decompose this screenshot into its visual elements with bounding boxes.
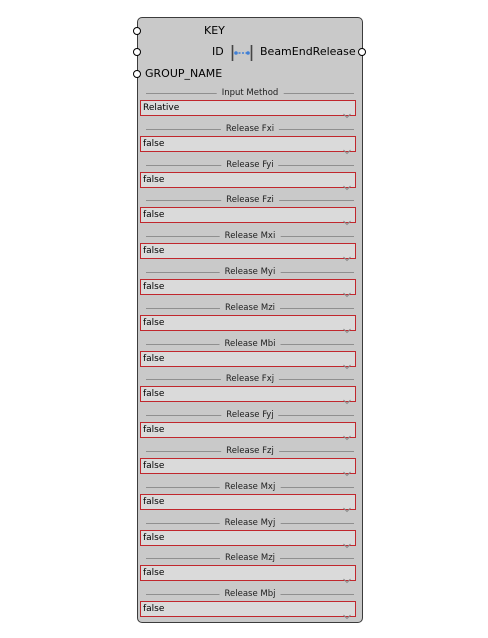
param-label: Release Mxi [220, 230, 281, 242]
param-label: Release Mzi [220, 302, 280, 314]
param-group [140, 409, 360, 441]
param-dropdown[interactable] [140, 279, 356, 295]
param-value: false [143, 210, 165, 221]
chevron-down-icon[interactable] [343, 605, 351, 611]
param-group [140, 194, 360, 226]
param-dropdown[interactable] [140, 565, 356, 581]
chevron-down-icon[interactable] [343, 211, 351, 217]
param-value: false [143, 317, 165, 328]
chevron-down-icon[interactable] [343, 319, 351, 325]
param-value: false [143, 138, 165, 149]
input-pin-group-name[interactable] [133, 70, 141, 78]
param-title [140, 588, 360, 600]
param-group [140, 159, 360, 191]
param-dropdown[interactable] [140, 494, 356, 510]
param-group [140, 302, 360, 334]
param-label: Release Fxj [221, 373, 279, 385]
input-label-key: KEY [204, 24, 225, 37]
param-value: Relative [143, 103, 180, 113]
param-value: false [143, 461, 165, 471]
param-value: false [143, 174, 165, 185]
param-label: Release Myi [220, 266, 281, 278]
param-title [140, 373, 360, 385]
beam-end-release-icon [231, 43, 253, 63]
param-group [140, 87, 360, 119]
param-title [140, 552, 360, 564]
param-value: false [143, 532, 165, 543]
param-title [140, 481, 360, 493]
component-header[interactable] [138, 18, 362, 86]
param-group [140, 230, 360, 262]
param-title [140, 194, 360, 206]
param-title [140, 302, 360, 314]
param-value: false [143, 604, 165, 615]
param-label: Input Method [217, 87, 284, 99]
component-node[interactable] [137, 17, 363, 623]
chevron-down-icon[interactable] [343, 355, 351, 361]
param-label: Release Mzj [220, 552, 280, 564]
input-label-group-name: GROUP_NAME [145, 67, 223, 80]
param-title [140, 230, 360, 242]
param-label: Release Fzi [221, 194, 279, 206]
chevron-down-icon[interactable] [343, 534, 351, 540]
param-title [140, 517, 360, 529]
param-label: Release Fyj [221, 409, 278, 421]
param-group [140, 517, 360, 549]
chevron-down-icon[interactable] [343, 462, 351, 468]
param-label: Release Fzj [221, 445, 279, 457]
param-value: false [143, 282, 165, 292]
param-value: false [143, 246, 165, 257]
param-group [140, 552, 360, 584]
param-dropdown[interactable] [140, 100, 356, 116]
param-value: false [143, 496, 165, 507]
param-value: false [143, 353, 165, 364]
param-value: false [143, 389, 165, 400]
param-value: false [143, 425, 165, 436]
param-dropdown[interactable] [140, 351, 356, 367]
param-group [140, 123, 360, 155]
param-dropdown[interactable] [140, 315, 356, 331]
chevron-down-icon[interactable] [343, 569, 351, 575]
param-label: Release Mbj [219, 588, 280, 600]
input-label-id: ID [212, 45, 224, 58]
param-dropdown[interactable] [140, 136, 356, 152]
param-dropdown[interactable] [140, 422, 356, 438]
param-group [140, 338, 360, 370]
param-group [140, 445, 360, 477]
chevron-down-icon[interactable] [343, 390, 351, 396]
param-group [140, 481, 360, 513]
param-label: Release Mbi [219, 338, 280, 350]
param-group [140, 588, 360, 620]
param-group [140, 373, 360, 405]
component-name: BeamEndRelease [260, 45, 356, 58]
param-title [140, 87, 360, 99]
chevron-down-icon[interactable] [343, 104, 351, 110]
param-label: Release Fxi [221, 123, 279, 135]
param-dropdown[interactable] [140, 243, 356, 259]
param-dropdown[interactable] [140, 207, 356, 223]
param-title [140, 266, 360, 278]
param-label: Release Myj [220, 517, 281, 529]
param-value: false [143, 568, 165, 579]
input-pin-id[interactable] [133, 48, 141, 56]
chevron-down-icon[interactable] [343, 426, 351, 432]
chevron-down-icon[interactable] [343, 176, 351, 182]
param-title [140, 159, 360, 171]
param-dropdown[interactable] [140, 458, 356, 474]
param-title [140, 338, 360, 350]
param-title [140, 123, 360, 135]
param-dropdown[interactable] [140, 172, 356, 188]
param-dropdown[interactable] [140, 601, 356, 617]
chevron-down-icon[interactable] [343, 283, 351, 289]
param-title [140, 409, 360, 421]
chevron-down-icon[interactable] [343, 247, 351, 253]
output-pin[interactable] [358, 48, 366, 56]
chevron-down-icon[interactable] [343, 498, 351, 504]
input-pin-key[interactable] [133, 27, 141, 35]
param-group [140, 266, 360, 298]
param-label: Release Mxj [220, 481, 281, 493]
param-label: Release Fyi [221, 159, 278, 171]
param-title [140, 445, 360, 457]
param-dropdown[interactable] [140, 386, 356, 402]
chevron-down-icon[interactable] [343, 140, 351, 146]
param-dropdown[interactable] [140, 530, 356, 546]
